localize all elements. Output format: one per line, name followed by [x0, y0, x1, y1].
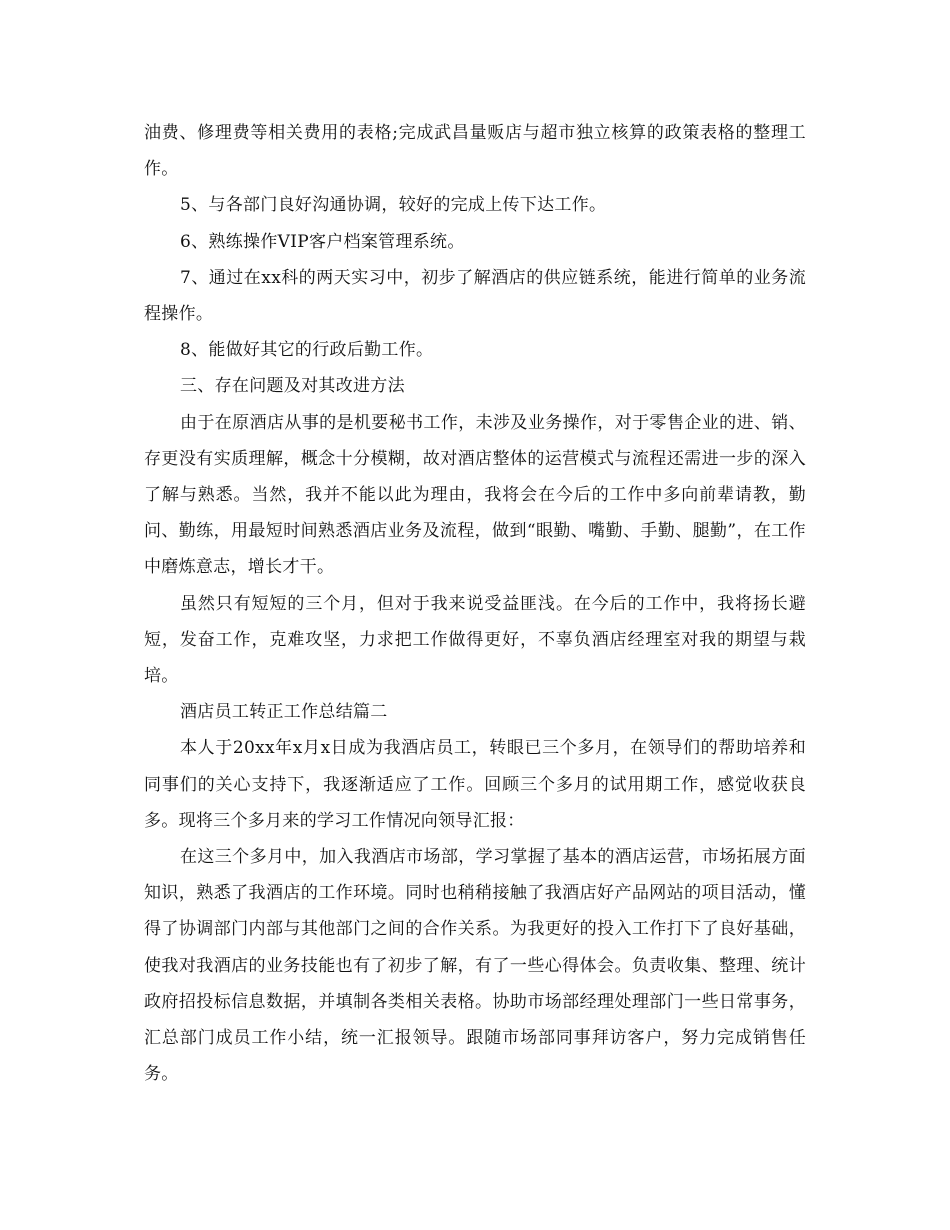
document-body	[144, 115, 806, 1092]
paragraph-item-7: 7、通过在xx科的两天实习中，初步了解酒店的供应链系统，能进行简单的业务流程操作。	[144, 267, 806, 325]
paragraph-introduction: 本人于20xx年x月x日成为我酒店员工，转眼已三个多月，在领导们的帮助培养和同事们的关心支持下，我逐渐适应了工作。回顾三个多月的试用期工作，感觉收获良多。现将三个多月来的学习工作情况向领导汇报：	[144, 738, 806, 831]
paragraph-continuation: 油费、修理费等相关费用的表格;完成武昌量贩店与超市独立核算的政策表格的整理工作。	[144, 123, 806, 180]
paragraph-item-8: 8、能做好其它的行政后勤工作。	[180, 340, 434, 361]
article-title-part-two: 酒店员工转正工作总结篇二	[180, 702, 388, 723]
section-heading-problems: 三、存在问题及对其改进方法	[180, 376, 405, 397]
paragraph-item-5: 5、与各部门良好沟通协调，较好的完成上传下达工作。	[180, 195, 607, 216]
paragraph-problems: 由于在原酒店从事的是机要秘书工作，未涉及业务操作，对于零售企业的进、销、存更没有实质理解，概念十分模糊，故对酒店整体的运营模式与流程还需进一步的深入了解与熟悉。当然，我并不能以此为理由，我将会在今后的工作中多向前辈请教，勤问、勤练，用最短时间熟悉酒店业务及流程，做到“眼勤、嘴勤、手勤、腿勤”，在工作中磨炼意志，增长才干。	[144, 412, 806, 578]
paragraph-conclusion: 虽然只有短短的三个月，但对于我来说受益匪浅。在今后的工作中，我将扬长避短，发奋工作，克难攻坚，力求把工作做得更好，不辜负酒店经理室对我的期望与栽培。	[144, 593, 806, 687]
paragraph-item-6: 6、熟练操作VIP客户档案管理系统。	[180, 231, 465, 252]
paragraph-work-details: 在这三个多月中，加入我酒店市场部，学习掌握了基本的酒店运营，市场拓展方面知识，熟悉了我酒店的工作环境。同时也稍稍接触了我酒店好产品网站的项目活动，懂得了协调部门内部与其他部门之间的合作关系。为我更好的投入工作打下了良好基础，使我对我酒店的业务技能也有了初步了解，有了一些心得体会。负责收集、整理、统计政府招投标信息数据，并填制各类相关表格。协助市场部经理处理部门一些日常事务，汇总部门成员工作小结，统一汇报领导。跟随市场部同事拜访客户，努力完成销售任务。	[144, 847, 806, 1085]
